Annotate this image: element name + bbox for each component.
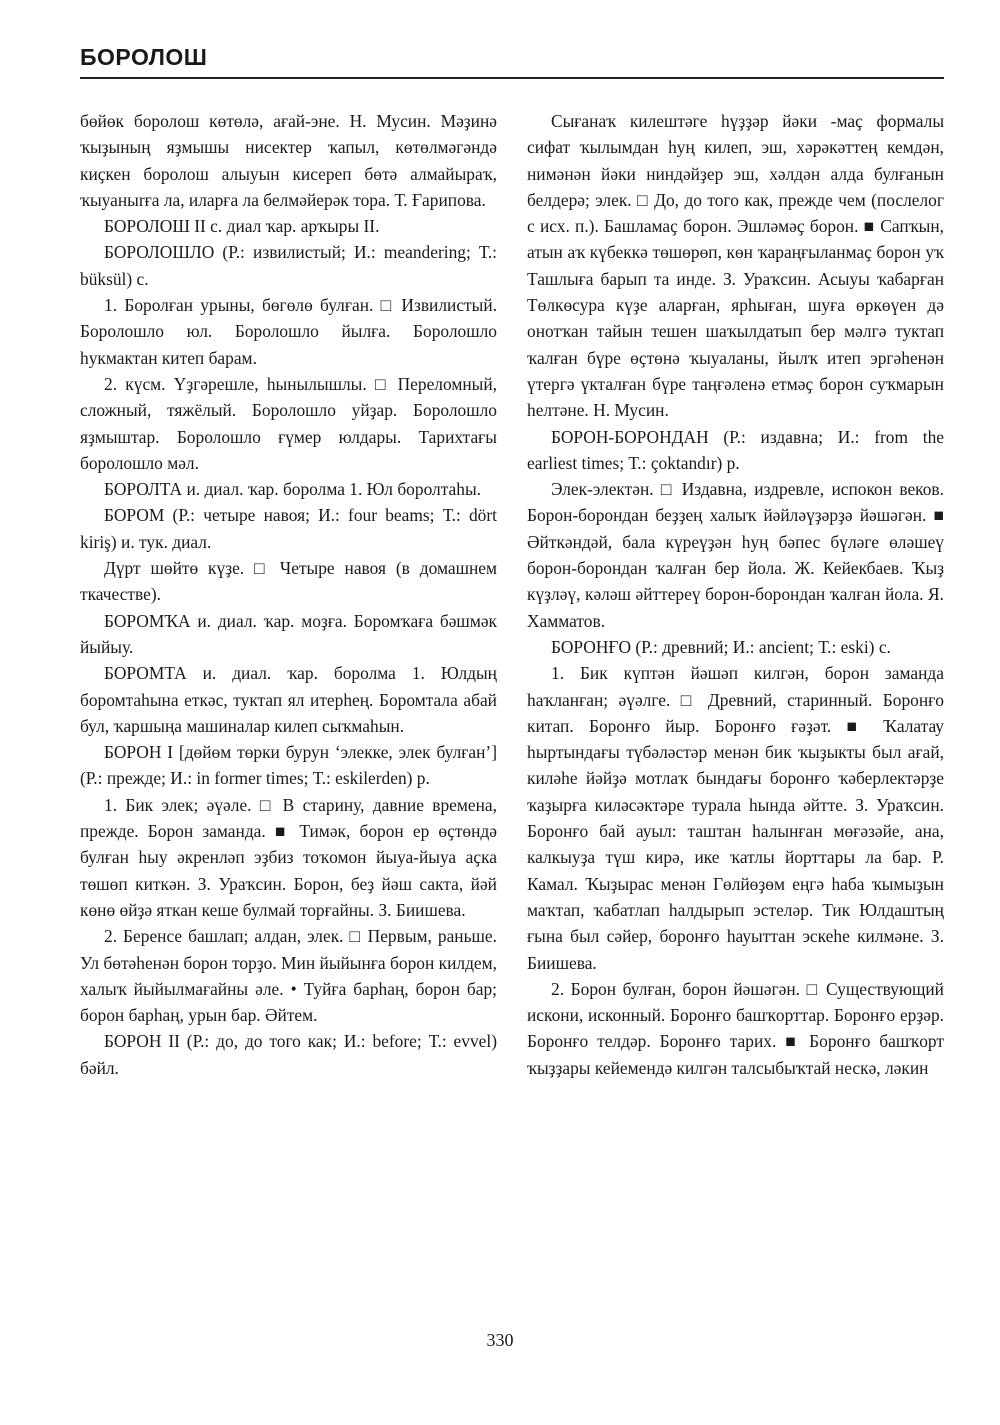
entry-paragraph: 1. Бик күптән йәшәп килгән, борон заманда һаҡланған; әүәлге. □ Древний, старинный. Боронғо китап. Боронғо йыр. Боронғо ғәҙәт. ■ Ҡалатау һыртындағы түбәләстәр менән бик ҡыҙыкты был ағай, киләһе йәйҙә мотлаҡ бындағы боронғо ҡәберлектәрҙе ҡаҙырға киләсәктәре турала һында әйтте. З. Ураҡсин. Боронғо бай ауыл: таштан һалынған мөғәзәйе, ана, калкыуҙа түш кирә, ике ҡатлы йорттары ла бар. Р. Камал. Ҡыҙырас менән Гөлйөҙөм еңгә һаба ҡымыҙын маҡтап, ҡабатлап һалдырып эстеләр. Тик Юлдаштың ғына был сәйер, боронғо һауыттан эскеһе килмәне. З. Биишева. xyxy=(527,663,944,973)
left-column xyxy=(80,108,497,1081)
page-number: 330 xyxy=(486,1330,514,1350)
entry-paragraph: Сығанаҡ килештәге һүҙҙәр йәки -маҫ формалы сифат ҡылымдан һуң килеп, эш, хәрәкәттең кемдән, нимәнән йәки ниндәйҙер эш, хәлдән алда булғанын белдерә; элек. □ До, до того как, прежде чем (послелог с исх. п.). Башламаҫ борон. Эшләмәҫ борон. ■ Сапҡын, атын аҡ күбеккә төшөрөп, көн ҡараңғыланмаҫ борон уҡ Ташлыға барып та инде. З. Ураҡсин. Асыуы ҡабарған Төлкөсура күҙе аларған, ярһыған, шуға өркөүен дә онотҡан тайын тешен шаҡылдатып бер мәлгә туктап ҡалған бүре өҫтөнә ҡыуаланы, йылҡ итеп эргәһенән үтергә үкталған бүре таңғәленә етмәҫ борон суҡмарын һелтәне. Н. Мусин. xyxy=(527,111,944,421)
entry-paragraph: БОРОЛТА и. диал. ҡар. боролма 1. Юл боролтаһы. xyxy=(104,479,481,500)
entry-paragraph: БОРОМҠА и. диал. ҡар. моҙға. Боромҡаға бәшмәк йыйыу. xyxy=(80,610,497,657)
entry-paragraph: БОРОМТА и. диал. ҡар. боролма 1. Юлдың боромтаһына еткәс, туктап ял итерһең. Боромтала абай бул, ҡаршыңа машиналар килеп сыҡмаһын. xyxy=(80,663,497,736)
entry-paragraph: 2. Борон булған, борон йәшәгән. □ Существующий искони, исконный. Боронғо башҡорттар. Боронғо ерҙәр. Боронғо телдәр. Боронғо тарих. ■ Боронғо башҡорт ҡыҙҙары кейемендә килгән талсыбыҡтай нескә, ләкин xyxy=(527,978,944,1078)
entry-paragraph: БОРОМ (Р.: четыре навоя; И.: four beams; Т.: dört kiriş) и. тук. диал. xyxy=(80,505,497,552)
entry-paragraph: 1. Бик элек; әүәле. □ В старину, давние времена, прежде. Борон заманда. ■ Тимәк, борон ер өҫтөндә булған һыу әкренләп эҙбиз тоҡомон йыуа-йыуа аҫка төшөп киткән. З. Ураҡсин. Борон, беҙ йәш сакта, йәй көнө өйҙә яткан кеше булмай торғайны. З. Биишева. xyxy=(80,794,497,920)
entry-paragraph: 2. Беренсе башлап; алдан, элек. □ Первым, раньше. Ул бөтәһенән борон торҙо. Мин йыйынға борон килдем, халыҡ йыйылмағайны әле. • Туйға барһаң, борон бар; борон барһаң, урын бар. Әйтем. xyxy=(80,926,497,1026)
paragraph: бөйөк боролош көтөлә, ағай-эне. Н. Мусин. Мәҙинә ҡыҙының яҙмышы нисектер ҡапыл, көтөлмәгәндә киҫкен боролош алыуын кисереп бөтә алмайыраҡ, ҡыуаныrға ла, иларға ла белмәйерәк тора. Т. Ғарипова. xyxy=(80,111,497,210)
right-column xyxy=(527,108,944,1081)
entry-paragraph: 1. Боролған урыны, бөгөлө булған. □ Извилистый. Боролошло юл. Боролошло йылға. Боролошло һукмактан китеп барам. xyxy=(80,295,497,368)
entry-paragraph: БОРОН-БОРОНДАН (Р.: издавна; И.: from the earliest times; Т.: çoktandır) р. xyxy=(527,426,944,473)
entry-paragraph: БОРОЛОШЛО (Р.: извилистый; И.: meandering; Т.: büksül) с. xyxy=(80,242,497,289)
running-header xyxy=(80,44,944,79)
entry-paragraph: БОРОН II (Р.: до, до того как; И.: before; Т.: evvel) бәйл. xyxy=(80,1031,497,1078)
entry-paragraph: БОРОН I [дөйөм төрки бурун ‘элекке, элек булған’] (Р.: прежде; И.: in former times; Т.: eskilerden) р. xyxy=(80,742,497,789)
entry-paragraph: 2. күсм. Үҙгәрешле, һынылышлы. □ Переломный, сложный, тяжёлый. Боролошло уйҙар. Боролошло яҙмыштар. Боролошло ғүмер юлдары. Тарихтағы боролошло мәл. xyxy=(80,373,497,473)
entry-paragraph: БОРОЛОШ II с. диал ҡар. арҡыры II. xyxy=(104,216,380,237)
entry-paragraph: БОРОНҒО (Р.: древний; И.: ancient; Т.: eski) с. xyxy=(551,636,891,657)
entry-paragraph: Дүрт шөйтө күҙе. □ Четыре навоя (в домашнем ткачестве). xyxy=(80,558,497,605)
entry-paragraph: Элек-электән. □ Издавна, издревле, испокон веков. Борон-борондан беҙҙең халыҡ йәйләүҙәрҙә йәшәгән. ■ Әйткәндәй, бала күреүҙән һуң бәпес бүләге өләшеү борон-борондан ҡалған бер йола. Ж. Кейекбаев. Ҡыҙ күҙләү, кәләш әйттереү борон-борондан ҡалған йола. Я. Хамматов. xyxy=(527,479,944,631)
header-title: БОРОЛОШ xyxy=(80,44,208,70)
